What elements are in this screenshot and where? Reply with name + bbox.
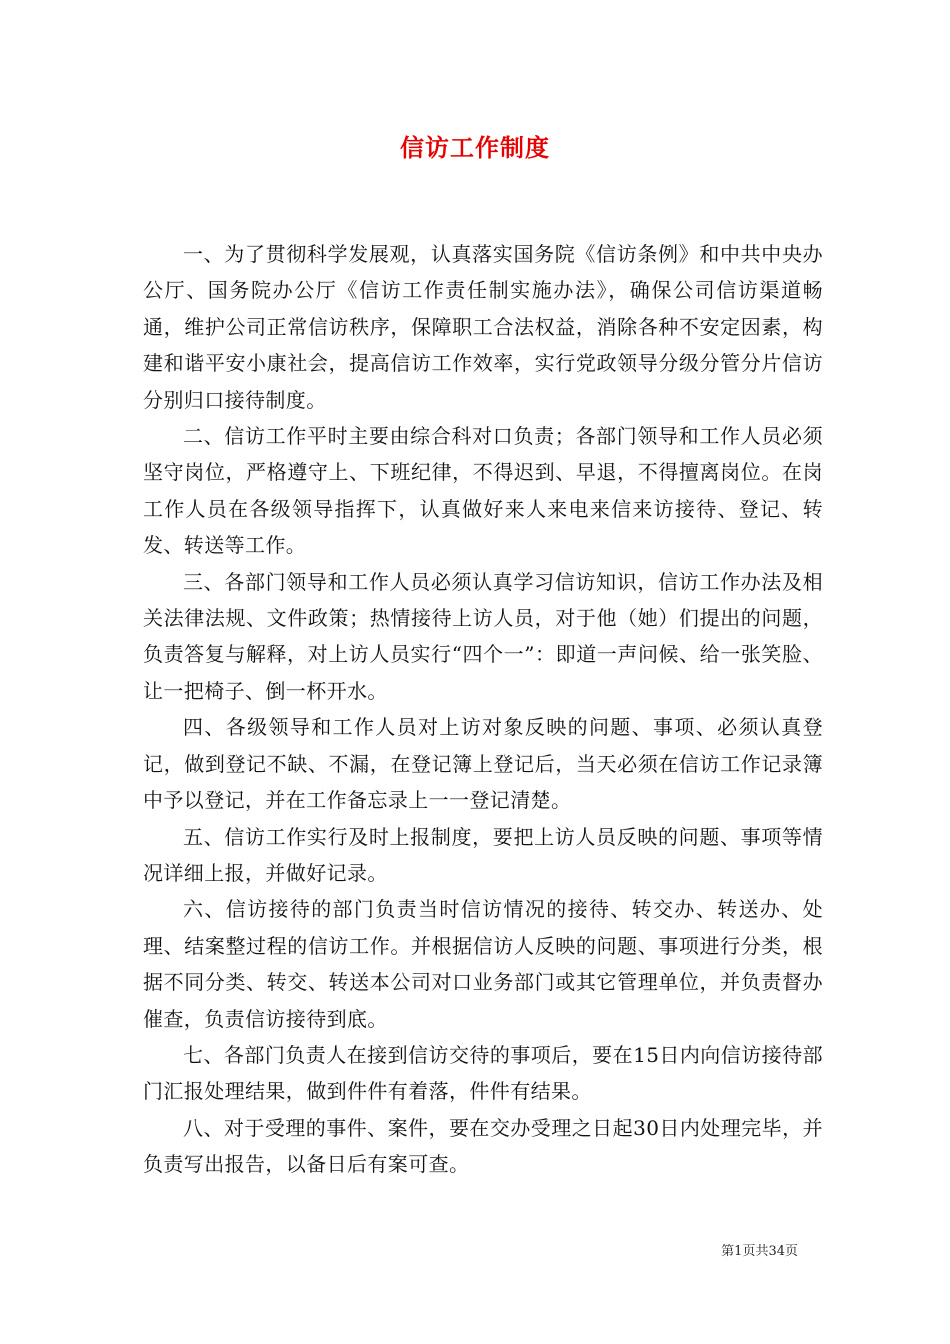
paragraph-1: 一、为了贯彻科学发展观，认真落实国务院《信访条例》和中共中央办公厅、国务院办公厅《信访工作责任制实施办法》，确保公司信访渠道畅通，维护公司正常信访秩序，保障职工合法权益，消除各种不安定因素，构建和谐平安小康社会，提高信访工作效率，实行党政领导分级分管分片信访分别归口接待制度。: [143, 242, 823, 412]
paragraph-6: 六、信访接待的部门负责当时信访情况的接待、转交办、转送办、处理、结案整过程的信访工作。并根据信访人反映的问题、事项进行分类，根据不同分类、转交、转送本公司对口业务部门或其它管理单位，并负责督办催查，负责信访接待到底。: [143, 897, 823, 1031]
page-title: 信访工作制度: [400, 134, 550, 162]
paragraph-2: 二、信访工作平时主要由综合科对口负责；各部门领导和工作人员必须坚守岗位，严格遵守上、下班纪律，不得迟到、早退，不得擅离岗位。在岗工作人员在各级领导指挥下，认真做好来人来电来信来访接待、登记、转发、转送等工作。: [143, 424, 823, 558]
paragraph-7: 七、各部门负责人在接到信访交待的事项后，要在15日内向信访接待部门汇报处理结果，做到件件有着落，件件有结果。: [143, 1042, 823, 1104]
page-number-footer: 第1页共34页: [721, 1244, 798, 1259]
paragraph-8: 八、对于受理的事件、案件，要在交办受理之日起30日内处理完毕，并负责写出报告，以备日后有案可查。: [143, 1115, 823, 1177]
paragraph-5: 五、信访工作实行及时上报制度，要把上访人员反映的问题、事项等情况详细上报，并做好记录。: [143, 824, 823, 885]
paragraph-3: 三、各部门领导和工作人员必须认真学习信访知识，信访工作办法及相关法律法规、文件政策；热情接待上访人员，对于他（她）们提出的问题，负责答复与解释，对上访人员实行“四个一”：即道一声问候、给一张笑脸、让一把椅子、倒一杯开水。: [143, 569, 823, 703]
paragraph-4: 四、各级领导和工作人员对上访对象反映的问题、事项、必须认真登记，做到登记不缺、不漏，在登记簿上登记后，当天必须在信访工作记录簿中予以登记，并在工作备忘录上一一登记清楚。: [143, 715, 823, 813]
document-body: [143, 236, 823, 1183]
